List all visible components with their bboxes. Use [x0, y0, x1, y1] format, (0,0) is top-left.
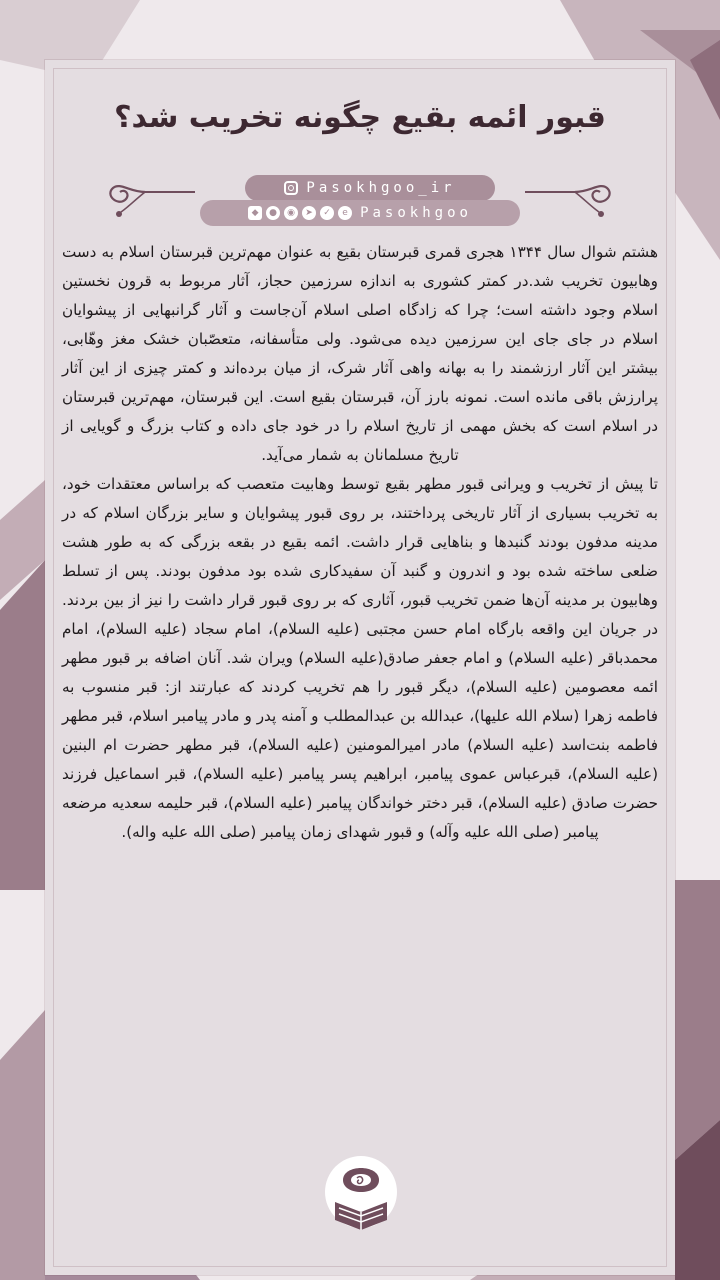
telegram-icon: ➤ — [302, 206, 316, 220]
eitaa-icon: ◆ — [248, 206, 262, 220]
ornament-left-icon — [105, 178, 195, 228]
article-body — [62, 238, 658, 847]
instagram-handle-text: Pasokhgoo_ir — [306, 180, 456, 196]
rubika-icon: ◉ — [284, 206, 298, 220]
channel-icons — [248, 206, 352, 220]
channels-handle-text: Pasokhgoo — [360, 205, 472, 221]
ornament-right-icon — [525, 178, 615, 228]
channels-handle-pill[interactable] — [200, 200, 520, 226]
instagram-handle-pill[interactable] — [245, 175, 495, 201]
bale-icon: ● — [266, 206, 280, 220]
soroush-icon: ✓ — [320, 206, 334, 220]
paragraph-1: هشتم شوال سال ۱۳۴۴ هجری قمری قبرستان بقیع به عنوان مهم‌ترین قبرستان اسلام به دست وهابیون تخریب شد.در کمتر کشوری به اندازه سرزمین حجاز، آثار مربوط به قرون نخستین اسلام وجود داشته است؛ چرا که زادگاه اصلی اسلام آن‌جاست و آثار گرانبهایی از پیشوایان اسلام در جای جای این سرزمین دیده می‌شود. ولی متأسفانه، متعصّبان خشک مغز وهّابی، بیشتر این آثار ارزشمند را به بهانه واهی آثار شرک، از میان برده‌اند و کمتر چیزی از این آثار پرارزش باقی مانده است. نمونه بارز آن، قبرستان بقیع است. این قبرستان، مهم‌ترین قبرستان در اسلام است که بخش مهمی از تاریخ اسلام را در خود جای داده و کتاب بزرگ و گویایی از تاریخ مسلمانان به شمار می‌آید. — [62, 243, 658, 464]
page-title: قبور ائمه بقیع چگونه تخریب شد؟ — [114, 100, 606, 135]
gap-icon: e — [338, 206, 352, 220]
instagram-icon — [284, 181, 298, 195]
pasokhgoo-logo-icon — [321, 1150, 401, 1250]
paragraph-2: تا پیش از تخریب و ویرانی قبور مطهر بقیع توسط وهابیت متعصب که براساس معتقدات خود، به تخریب بسیاری از آثار تاریخی پرداختند، بر روی قبور پیشوایان و سایر بزرگان اسلام که در مدینه مدفون بودند گنبدها و بناهایی قرار داشت. ائمه بقیع در بقعه بزرگی که به طور هشت ضلعی ساخته شده بود و اندرون و گنبد آن سفیدکاری شده بود مدفون بودند. پس از تسلط وهابیون بر مدینه آن‌ها ضمن تخریب قبور، آثاری که بر روی قبور قرار داشت را نیز از بین بردند. در جریان این واقعه بارگاه امام حسن مجتبی (علیه السلام)، امام سجاد (علیه السلام)، امام محمدباقر (علیه السلام) و امام جعفر صادق(علیه السلام) ویران شد. آنان اضافه بر قبور مطهر ائمه معصومین (علیه السلام)، دیگر قبور را هم تخریب کردند که عبارتند از: قبر منسوب به فاطمه زهرا (سلام الله علیها)، عبدالله بن عبدالمطلب و آمنه پدر و مادر پیامبر اسلام، قبر مطهر فاطمه بنت‌اسد (علیه السلام) مادر امیرالمومنین (علیه السلام)، قبر مطهر حضرت ام البنین (علیه السلام)، قبرعباس عموی پیامبر، ابراهیم پسر پیامبر (علیه السلام)، قبر اسماعیل فرزند حضرت صادق (علیه السلام)، قبر دختر خواندگان پیامبر (علیه السلام)، قبر حلیمه سعدیه مرضعه پیامبر (صلی الله علیه وآله) و قبور شهدای زمان پیامبر (صلی الله علیه واله). — [62, 475, 658, 841]
